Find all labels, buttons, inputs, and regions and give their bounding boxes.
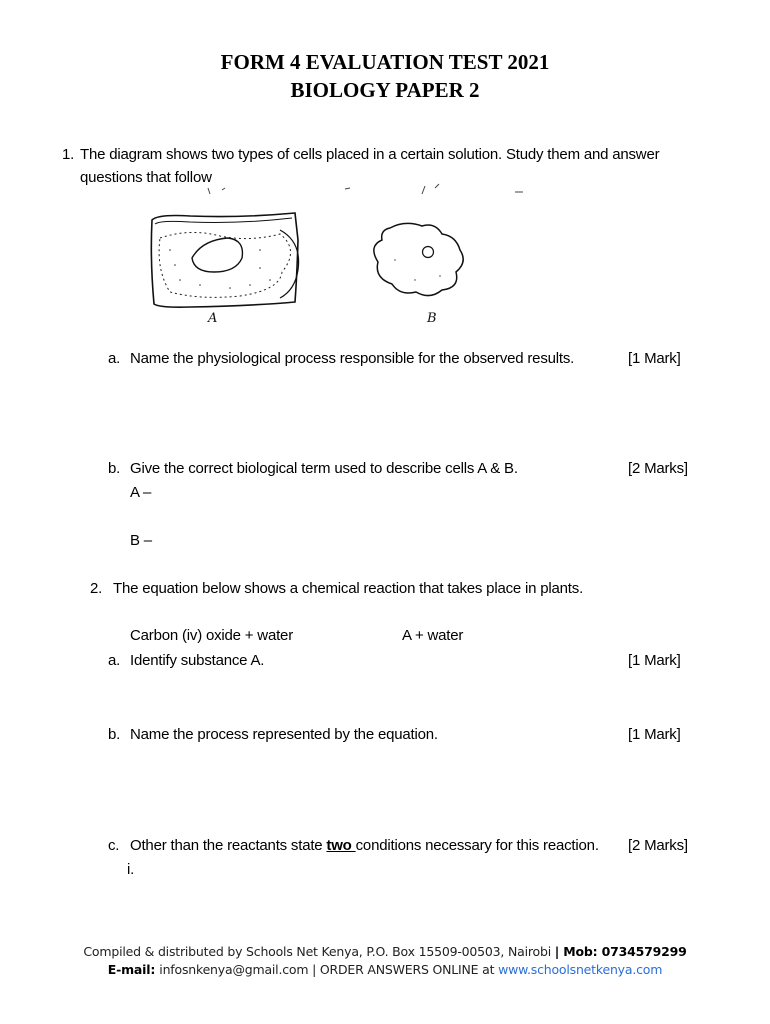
question-1a-marks: [1 Mark] xyxy=(628,350,681,367)
equation-right: A + water xyxy=(402,627,464,644)
question-1-number: 1. xyxy=(62,146,75,163)
page-title: FORM 4 EVALUATION TEST 2021 xyxy=(220,50,550,74)
equation-left: Carbon (iv) oxide + water xyxy=(130,627,293,644)
answer-line-b: B – xyxy=(130,532,152,549)
cell-a-drawing xyxy=(151,213,298,307)
answer-line-a: A – xyxy=(130,484,152,501)
footer-website-link[interactable]: www.schoolsnetkenya.com xyxy=(498,962,663,977)
question-1a-text: Name the physiological process responsible for the observed results. xyxy=(130,350,575,367)
question-1b-letter: b. xyxy=(108,460,121,477)
question-2c-text xyxy=(130,837,599,854)
question-2-number: 2. xyxy=(90,580,103,597)
question-1-text-line1: The diagram shows two types of cells placed in a certain solution. Study them and answer xyxy=(80,146,660,163)
question-2b-letter: b. xyxy=(108,726,121,743)
question-1a-letter: a. xyxy=(108,350,121,367)
footer-distributor: Compiled & distributed by Schools Net Kenya, P.O. Box 15509-00503, Nairobi xyxy=(83,944,555,959)
footer-email: infosnkenya@gmail.com | ORDER ANSWERS ONLINE at xyxy=(159,962,499,977)
footer-mobile: Mob: 0734579299 xyxy=(563,944,687,959)
question-2a-marks: [1 Mark] xyxy=(628,652,681,669)
footer-line-1 xyxy=(0,944,770,959)
question-2c-text-before: Other than the reactants state xyxy=(130,837,327,854)
cell-diagram xyxy=(130,180,540,330)
question-2a-letter: a. xyxy=(108,652,121,669)
question-1b-marks: [2 Marks] xyxy=(628,460,688,477)
question-2-text: The equation below shows a chemical reaction that takes place in plants. xyxy=(113,580,584,597)
question-1b-text: Give the correct biological term used to describe cells A & B. xyxy=(130,460,518,477)
footer-email-label: E-mail: xyxy=(107,962,160,977)
cell-b-drawing xyxy=(374,223,463,295)
question-2c-letter: c. xyxy=(108,837,120,854)
cell-b-label: B xyxy=(427,311,437,326)
question-2c-emphasis: two xyxy=(326,837,356,854)
question-2b-marks: [1 Mark] xyxy=(628,726,681,743)
question-2c-text-after: conditions necessary for this reaction. xyxy=(355,837,599,854)
question-2a-text: Identify substance A. xyxy=(130,652,265,669)
question-2c-sub-i: i. xyxy=(127,861,135,878)
question-2b-text: Name the process represented by the equation. xyxy=(130,726,438,743)
footer-line-2 xyxy=(0,962,770,977)
page-subtitle: BIOLOGY PAPER 2 xyxy=(290,78,480,102)
cell-a-label: A xyxy=(208,311,218,326)
question-2c-marks: [2 Marks] xyxy=(628,837,688,854)
question-1-text-line2: questions that follow xyxy=(80,169,212,186)
footer-separator: | xyxy=(554,944,564,959)
